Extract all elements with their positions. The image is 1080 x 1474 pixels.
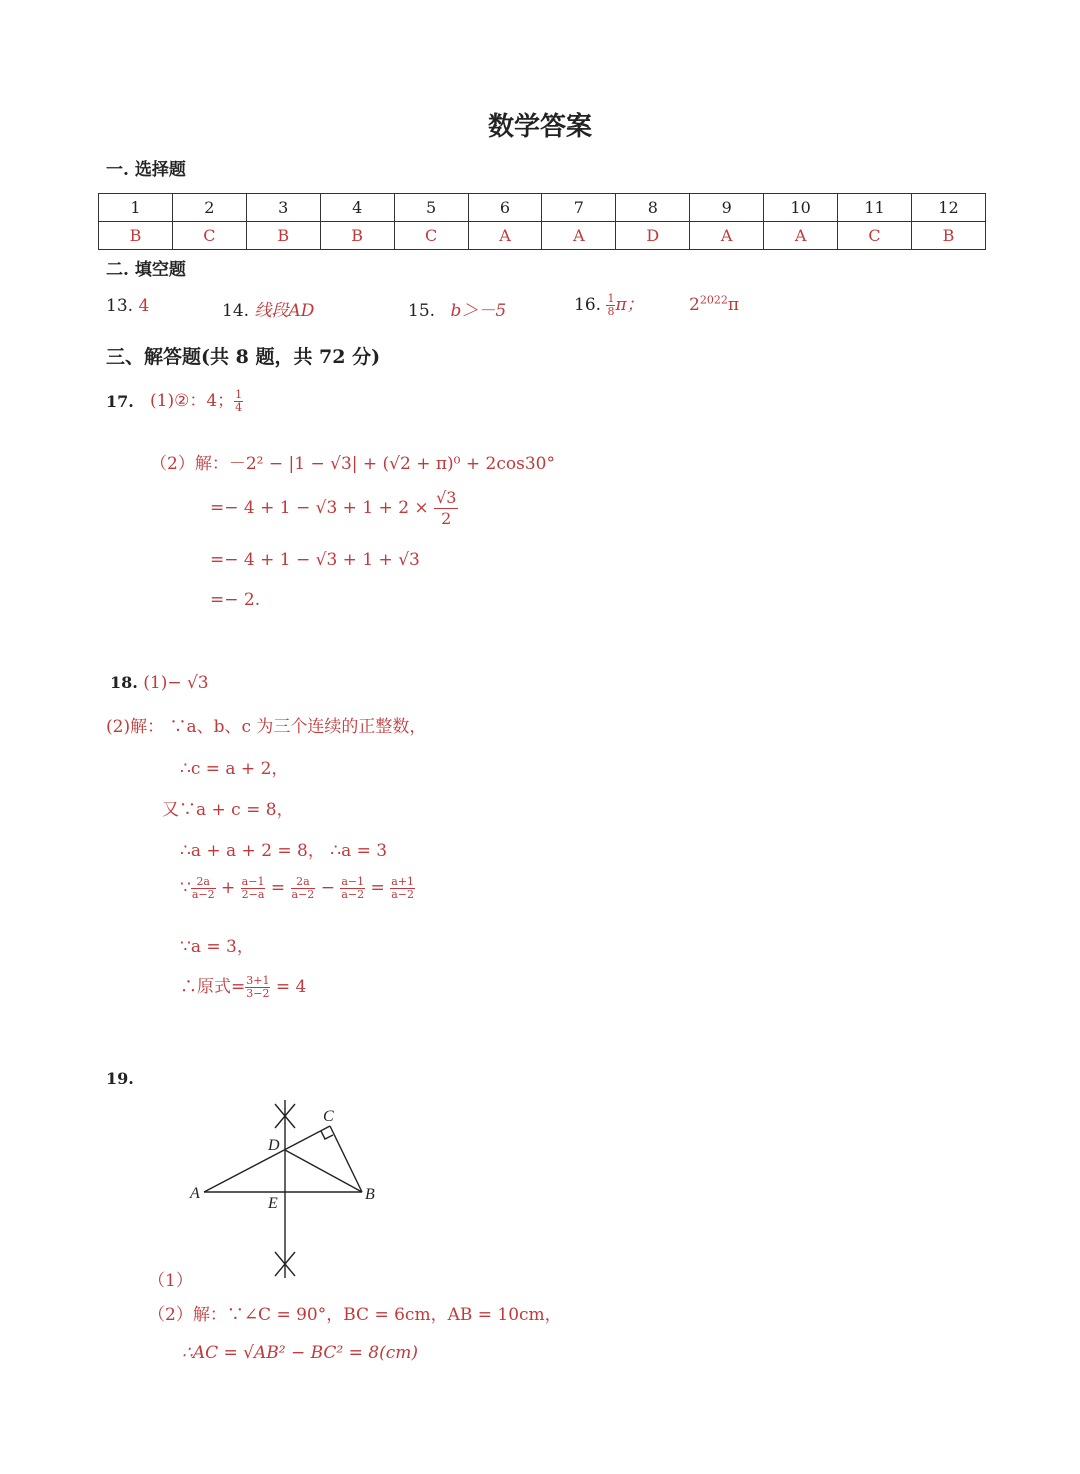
segment-db bbox=[285, 1150, 362, 1192]
q15 bbox=[408, 296, 506, 321]
answer-cell: B bbox=[320, 222, 394, 250]
question-number-cell: 9 bbox=[690, 194, 764, 222]
q18-line1 bbox=[110, 673, 209, 693]
label-e: E bbox=[268, 1195, 278, 1212]
q18-step3: ∴a + a + 2 = 8， ∴a = 3 bbox=[180, 841, 388, 861]
segment-ac bbox=[204, 1126, 330, 1192]
q18-step2: 又∵a + c = 8， bbox=[162, 800, 294, 820]
question-number-cell: 12 bbox=[911, 194, 985, 222]
answer-cell: C bbox=[394, 222, 468, 250]
question-number-cell: 2 bbox=[172, 194, 246, 222]
q17-step2: =− 4 + 1 − √3 + 1 + √3 bbox=[210, 550, 420, 570]
label-b: B bbox=[365, 1186, 375, 1203]
answer-cell: C bbox=[172, 222, 246, 250]
question-number-cell: 3 bbox=[246, 194, 320, 222]
answer-row bbox=[99, 222, 986, 250]
q16-number: 16. bbox=[574, 295, 602, 315]
q18-part2: (2)解： ∵a、b、c 为三个连续的正整数， bbox=[106, 717, 427, 737]
q18-step6: ∴原式= $\frac{3+1}{3-2}$ = 4 bbox=[180, 974, 307, 1000]
q18-number: 18. bbox=[110, 673, 138, 692]
q18-step5: ∵a = 3， bbox=[180, 937, 254, 957]
q17-number: 17. bbox=[106, 392, 134, 411]
q16-fraction: $\frac{1}{8}$ bbox=[607, 292, 615, 318]
q14-number: 14. bbox=[222, 301, 250, 321]
q18-step1: ∴c = a + 2， bbox=[180, 759, 289, 779]
page-title: 数学答案 bbox=[487, 112, 592, 142]
question-number-cell: 10 bbox=[764, 194, 838, 222]
q19-number: 19. bbox=[106, 1069, 134, 1088]
answer-cell: D bbox=[616, 222, 690, 250]
question-number-cell: 4 bbox=[320, 194, 394, 222]
question-number-cell: 11 bbox=[838, 194, 912, 222]
answer-cell: C bbox=[838, 222, 912, 250]
section-1-heading: 一. 选择题 bbox=[106, 160, 186, 180]
q19-part1: （1） bbox=[148, 1271, 193, 1291]
q17-step1: =− 4 + 1 − √3 + 1 + 2 × $\frac{√3}{2}$ bbox=[210, 488, 457, 528]
section-3-heading: 三、解答题(共 8 题，共 72 分) bbox=[106, 346, 381, 368]
answer-cell: A bbox=[542, 222, 616, 250]
q19-part2: （2）解：∵∠C = 90°，BC = 6cm，AB = 10cm， bbox=[148, 1305, 562, 1325]
answer-cell: B bbox=[246, 222, 320, 250]
label-c: C bbox=[323, 1108, 334, 1125]
segment-cb bbox=[330, 1126, 362, 1192]
q17-step1-fraction: $\frac{√3}{2}$ bbox=[436, 488, 457, 528]
question-number-cell: 1 bbox=[99, 194, 173, 222]
question-number-cell: 7 bbox=[542, 194, 616, 222]
right-angle-mark bbox=[321, 1131, 333, 1139]
q17-part1-fraction: $\frac{1}{4}$ bbox=[235, 388, 243, 414]
triangle-construction-diagram bbox=[180, 1098, 390, 1283]
q18-part1: (1)− √3 bbox=[143, 673, 209, 693]
q15-answer: b＞－5 bbox=[450, 301, 507, 321]
label-a: A bbox=[190, 1185, 200, 1202]
q17-step3: =− 2. bbox=[210, 590, 261, 610]
q18-step4: ∵ $\frac{2a}{a-2}$ + $\frac{a-1}{2-a}$ = $\frac{2a}{a-2}$ − $\frac{a-1}{a-2}$ = $\frac{a+1}{a-2}$ bbox=[180, 875, 414, 901]
q16 bbox=[574, 290, 739, 318]
question-number-cell: 6 bbox=[468, 194, 542, 222]
q17-part2: （2）解：－2² − |1 − √3| + (√2 + π)⁰ + 2cos30° bbox=[150, 454, 555, 474]
q17-part1: (1)②：4； $\frac{1}{4}$ bbox=[150, 388, 243, 414]
q15-number: 15. bbox=[408, 301, 436, 321]
q14 bbox=[222, 296, 314, 321]
question-number-row bbox=[99, 194, 986, 222]
answer-cell: B bbox=[911, 222, 985, 250]
answer-cell: A bbox=[690, 222, 764, 250]
answer-cell: A bbox=[764, 222, 838, 250]
answer-cell: A bbox=[468, 222, 542, 250]
question-number-cell: 5 bbox=[394, 194, 468, 222]
q13-answer: 4 bbox=[138, 296, 150, 316]
q14-answer: 线段AD bbox=[254, 301, 315, 321]
q19-step1: ∴AC = √AB² − BC² = 8(cm) bbox=[182, 1343, 419, 1363]
q13-number: 13. bbox=[106, 296, 134, 316]
answer-cell: B bbox=[99, 222, 173, 250]
section-2-heading: 二. 填空题 bbox=[106, 260, 186, 280]
label-d: D bbox=[268, 1137, 280, 1154]
q16-answer-b: $2^{2022}\pi$ bbox=[689, 293, 740, 315]
q16-answer-a: π； bbox=[615, 295, 644, 315]
question-number-cell: 8 bbox=[616, 194, 690, 222]
answer-table bbox=[98, 193, 986, 250]
q13 bbox=[106, 296, 149, 316]
